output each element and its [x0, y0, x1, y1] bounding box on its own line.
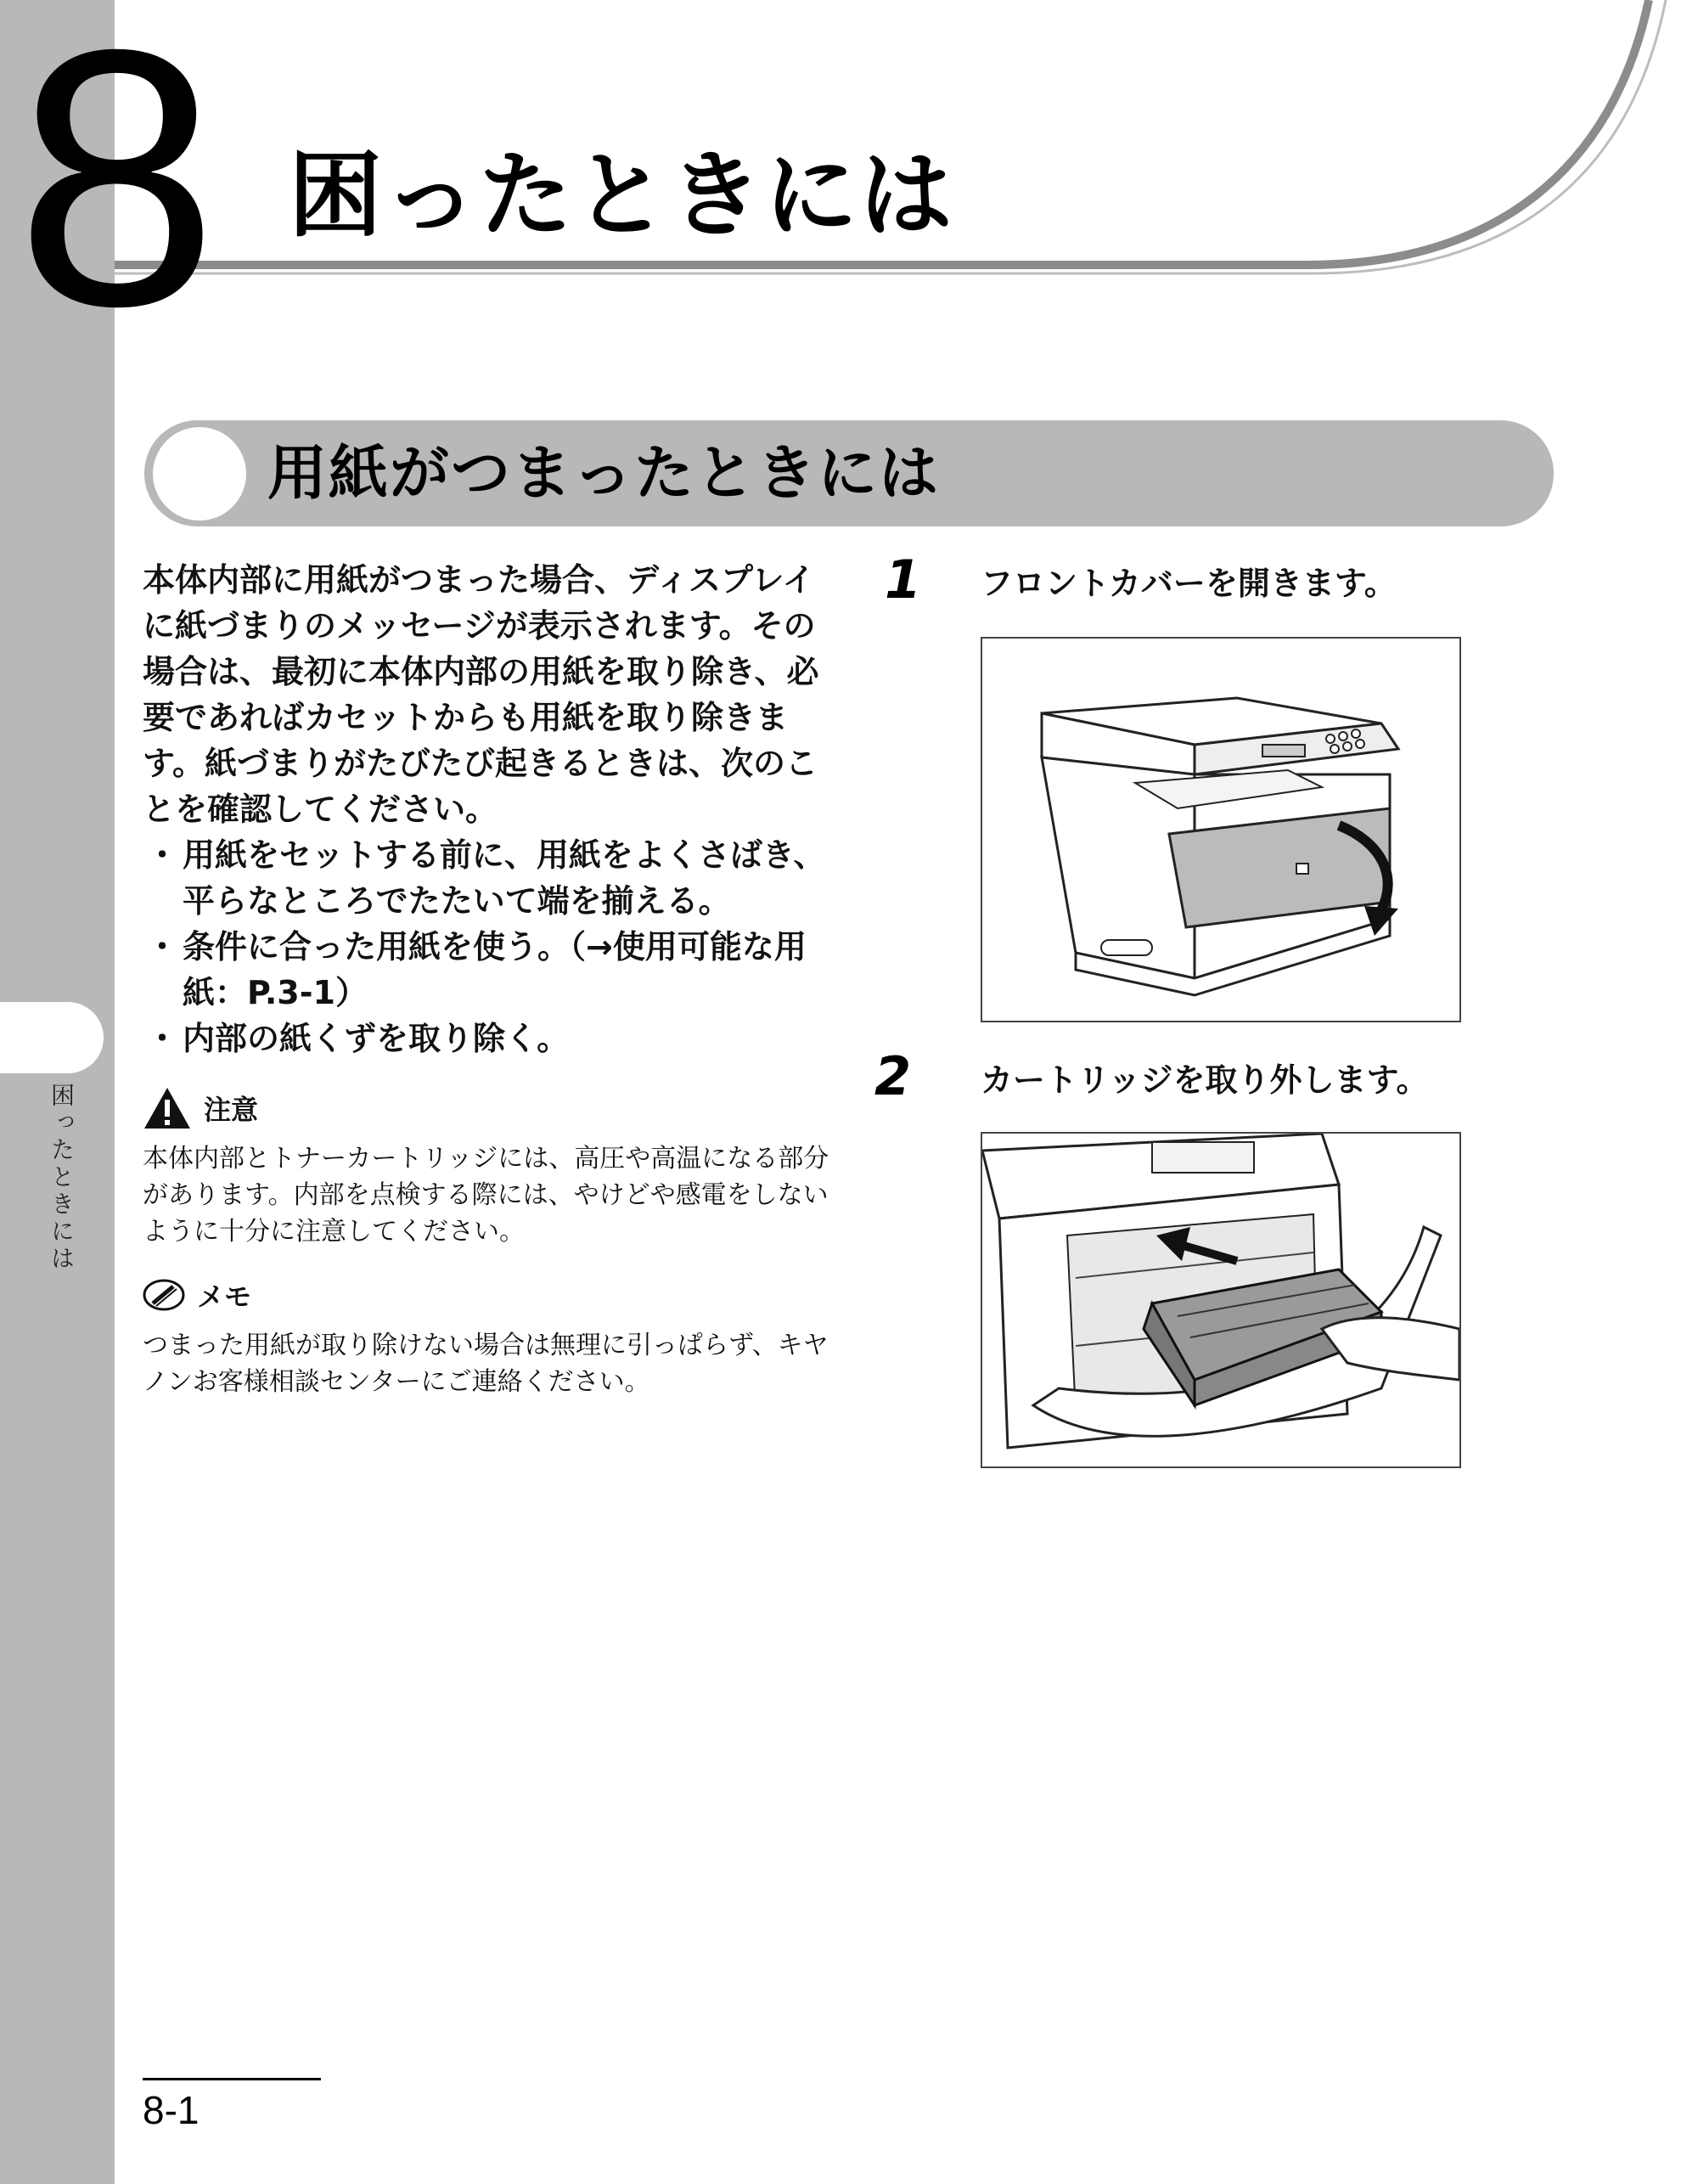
intro-block [143, 557, 830, 1061]
warning-triangle-icon [143, 1086, 192, 1130]
chapter-title: 困ったときには [289, 141, 954, 250]
figure-remove-cartridge [981, 1132, 1461, 1468]
chapter-tab [0, 1002, 104, 1073]
page-number: 8-1 [143, 2088, 200, 2132]
intro-paragraph: 本体内部に用紙がつまった場合、ディスプレイに紙づまりのメッセージが表示されます。その場合は、最初に本体内部の用紙を取り除き、必要であればカセットからも用紙を取り除きます。紙づまりがたびたび起きるときは、次のことを確認してください。 [143, 561, 819, 828]
footer-rule [143, 2078, 321, 2080]
list-item: ・ 条件に合った用紙を使う。（→使用可能な用紙：P.3-1） [146, 928, 807, 1011]
caution-text: 本体内部とトナーカートリッジには、高圧や高温になる部分があります。内部を点検する際には、やけどや感電をしないように十分に注意してください。 [143, 1144, 829, 1247]
step-text-1: フロントカバーを開きます。 [981, 565, 1397, 602]
caution-heading: 注意 [204, 1094, 259, 1126]
memo-text: つまった用紙が取り除けない場合は無理に引っぱらず、キヤノンお客様相談センターにご連絡ください。 [143, 1331, 829, 1397]
section-title: 用紙がつまったときには [267, 438, 940, 508]
list-item: ・ 内部の紙くずを取り除く。 [146, 1020, 570, 1057]
cartridge-illustration [982, 1134, 1459, 1466]
memo-heading: メモ [197, 1281, 252, 1313]
side-tab-label: 困ったときには [48, 1083, 76, 1273]
caution-box [143, 1083, 839, 1250]
section-heading-bar [144, 420, 1554, 526]
section-circle [153, 427, 246, 521]
step-text-2: カートリッジを取り外します。 [981, 1061, 1429, 1099]
printer-illustration [982, 639, 1459, 1021]
figure-open-front-cover [981, 637, 1461, 1022]
list-item: ・ 用紙をセットする前に、用紙をよくさばき、平らなところでたたいて端を揃える。 [146, 836, 826, 920]
step-number-2: 2 [874, 1045, 912, 1107]
memo-box [143, 1269, 839, 1400]
chapter-number: 8 [15, 0, 211, 382]
memo-heading-row [143, 1269, 839, 1320]
checklist [143, 832, 830, 1061]
pencil-icon [143, 1278, 185, 1312]
caution-heading-row [143, 1083, 839, 1134]
step-number-1: 1 [885, 549, 922, 611]
